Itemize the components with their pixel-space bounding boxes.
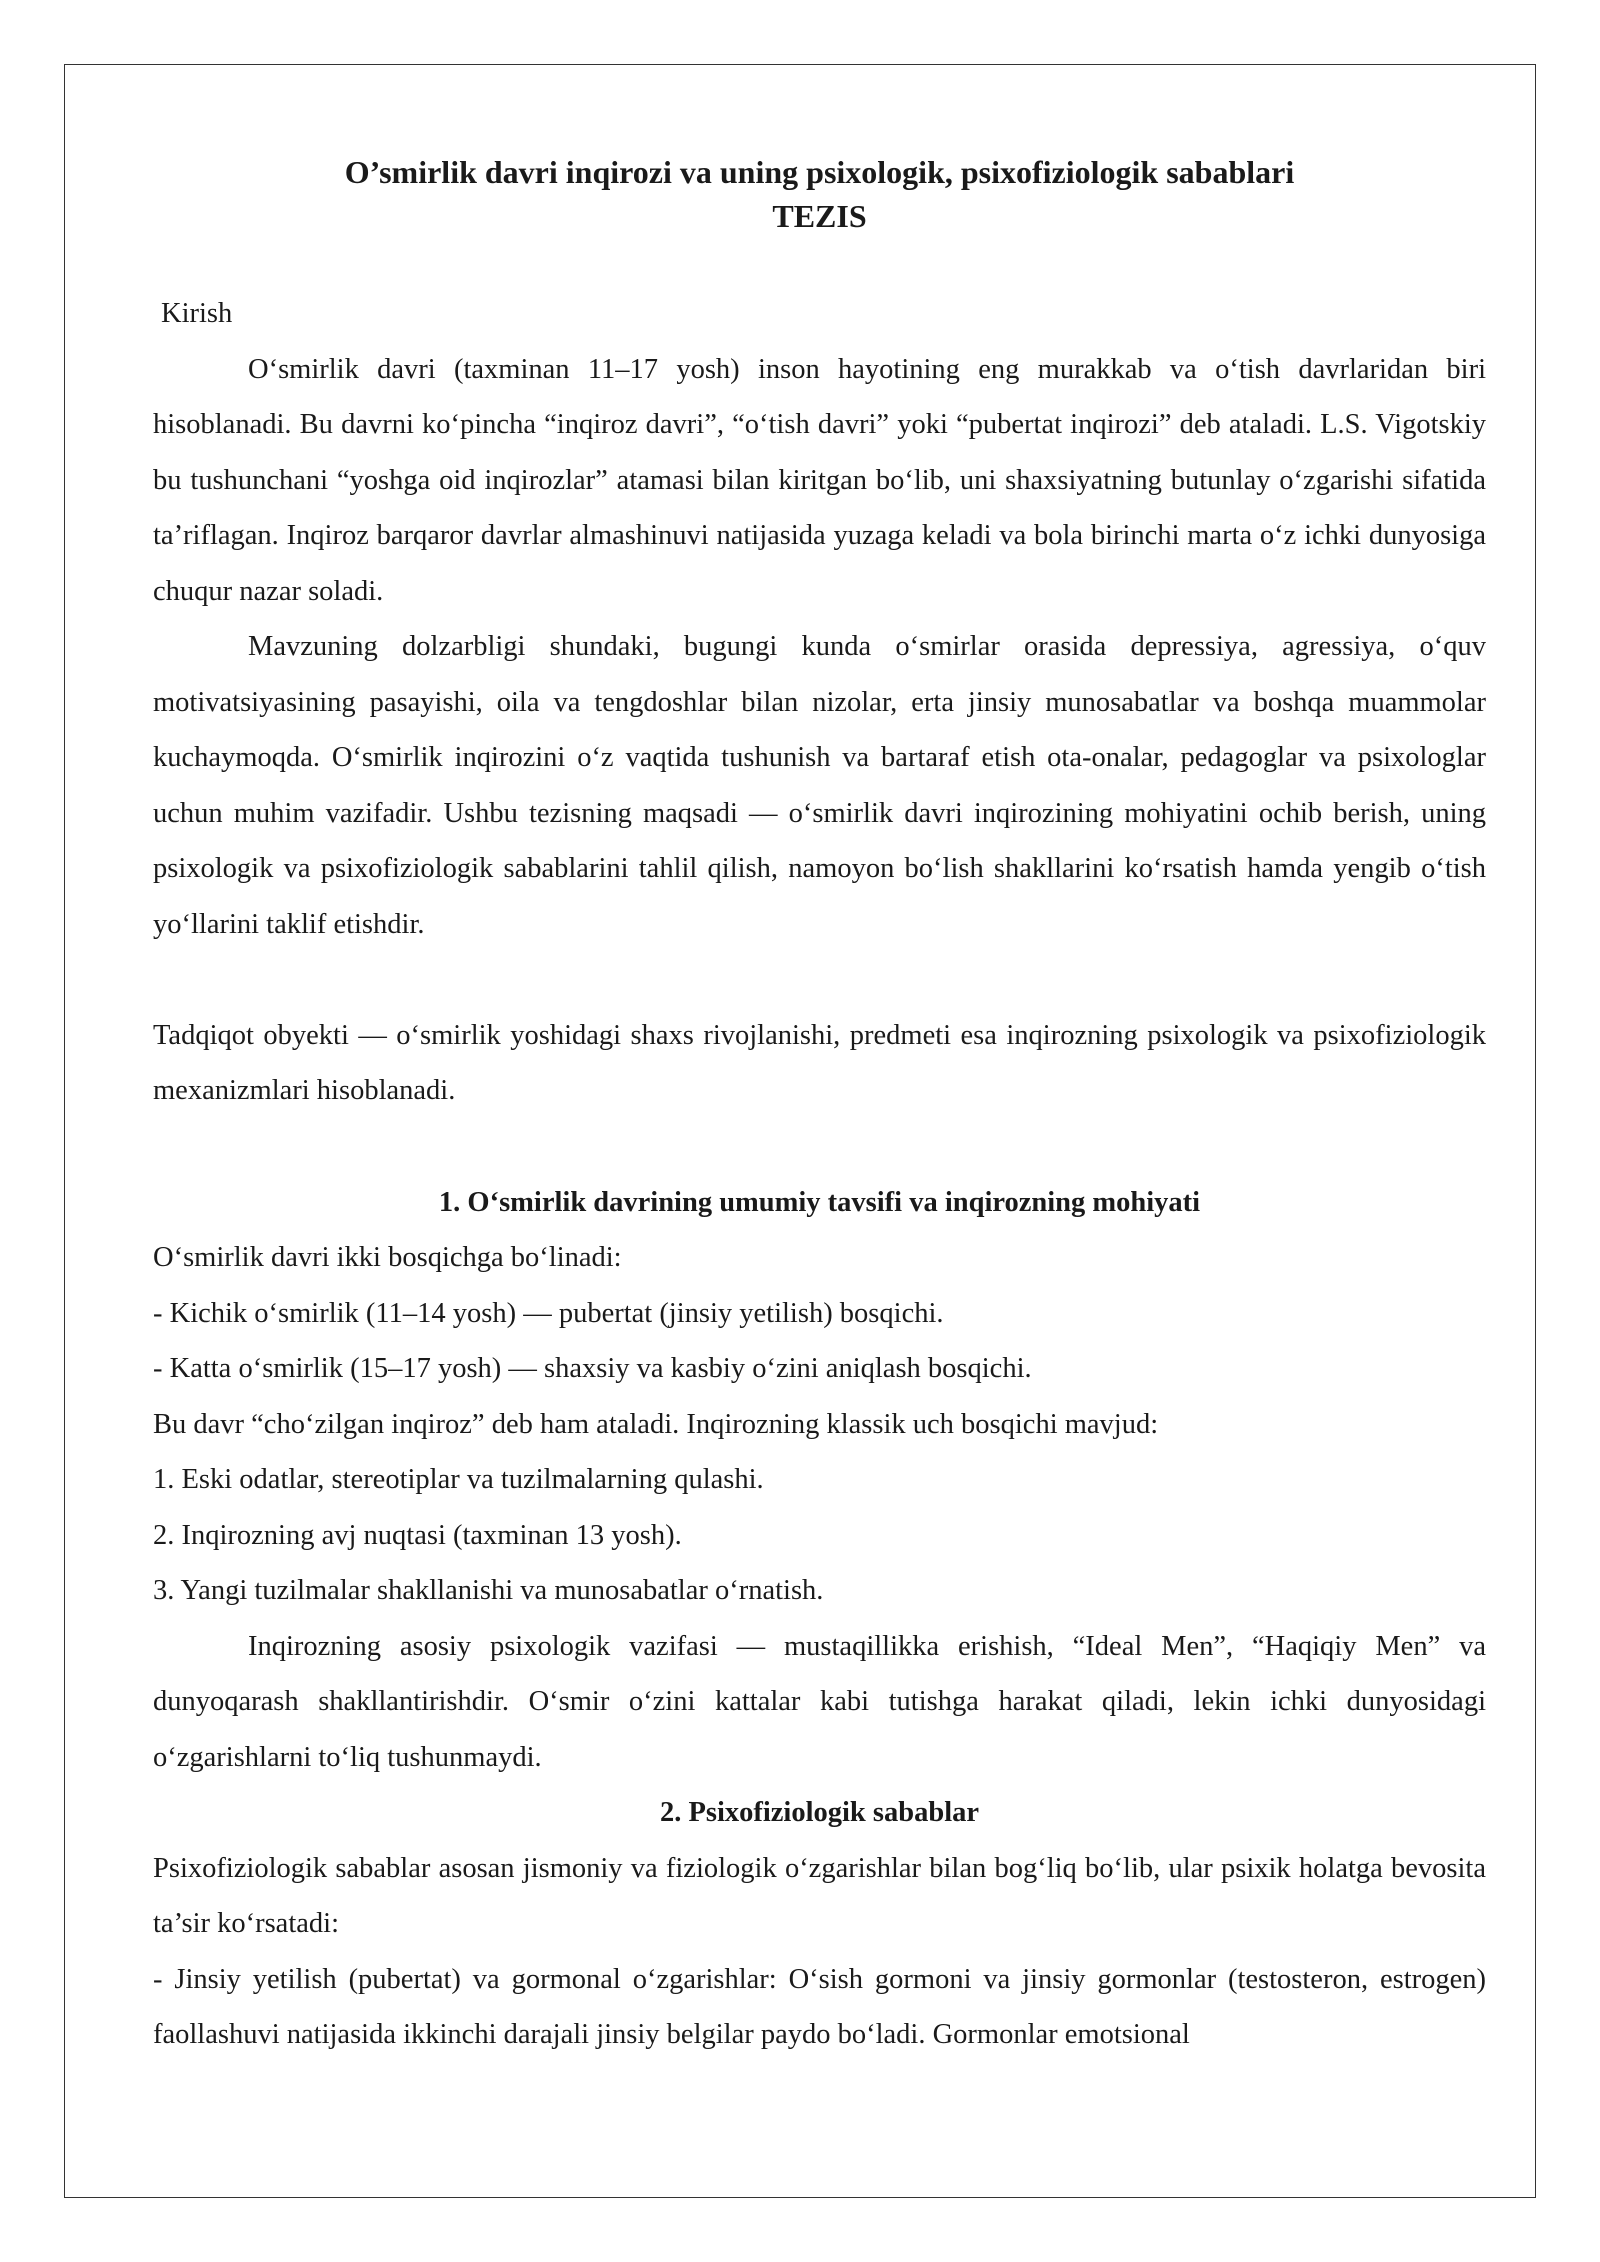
document-title: O’smirlik davri inqirozi va uning psixologik, psixofiziologik sabablari	[344, 154, 1295, 190]
section-2-heading: 2. Psixofiziologik sabablar	[659, 1797, 980, 1828]
section-1-line: 2. Inqirozning avj nuqtasi (taxminan 13 yosh).	[153, 1519, 682, 1551]
intro-paragraph-3: Tadqiqot obyekti — o‘smirlik yoshidagi shaxs rivojlanishi, predmeti esa inqirozning psixologik va psixofiziologik mexanizmlari hisoblanadi.	[153, 1019, 1486, 1106]
section-2-paragraph-1: Psixofiziologik sabablar asosan jismoniy va fiziologik o‘zgarishlar bilan bog‘liq bo‘lib, ular psixik holatga bevosita ta’sir ko‘rsatadi:	[153, 1852, 1486, 1939]
section-1-heading: 1. O‘smirlik davrining umumiy tavsifi va inqirozning mohiyati	[438, 1186, 1201, 1218]
section-1-paragraph: Inqirozning asosiy psixologik vazifasi — mustaqillikka erishish, “Ideal Men”, “Haqiqiy Men” va dunyoqarash shakllantirishdir. O‘smir o‘zini kattalar kabi tutishga harakat qiladi, lekin ichki dunyosidagi o‘zgarishlarni to‘liq tushunmaydi.	[153, 1630, 1486, 1773]
intro-paragraph-2: Mavzuning dolzarbligi shundaki, bugungi kunda o‘smirlar orasida depressiya, agressiya, o‘quv motivatsiyasining pasayishi, oila va tengdoshlar bilan nizolar, erta jinsiy munosabatlar va boshqa muammolar kuchaymoqda. O‘smirlik inqirozini o‘z vaqtida tushunish va bartaraf etish ota-onalar, pedagoglar va psixologlar uchun muhim vazifadir. Ushbu tezisning maqsadi — o‘smirlik davri inqirozining mohiyatini ochib berish, uning psixologik va psixofiziologik sabablarini tahlil qilish, namoyon bo‘lish shakllarini ko‘rsatish hamda yengib o‘tish yo‘llarini taklif etishdir.	[153, 631, 1486, 940]
section-1-line: 1. Eski odatlar, stereotiplar va tuzilmalarning qulashi.	[153, 1464, 764, 1495]
section-1-line: - Katta o‘smirlik (15–17 yosh) — shaxsiy va kasbiy o‘zini aniqlash bosqichi.	[153, 1353, 1032, 1384]
intro-paragraph-1: O‘smirlik davri (taxminan 11–17 yosh) inson hayotining eng murakkab va o‘tish davrlaridan biri hisoblanadi. Bu davrni ko‘pincha “inqiroz davri”, “o‘tish davri” yoki “pubertat inqirozi” deb ataladi. L.S. Vigotskiy bu tushunchani “yoshga oid inqirozlar” atamasi bilan kiritgan bo‘lib, uni shaxsiyatning butunlay o‘zgarishi sifatida ta’riflagan. Inqiroz barqaror davrlar almashinuvi natijasida yuzaga keladi va bola birinchi marta o‘z ichki dunyosiga chuqur nazar soladi.	[153, 353, 1486, 607]
section-1-line: 3. Yangi tuzilmalar shakllanishi va munosabatlar o‘rnatish.	[153, 1575, 824, 1606]
section-1-line: Bu davr “cho‘zilgan inqiroz” deb ham ataladi. Inqirozning klassik uch bosqichi mavjud:	[153, 1408, 1159, 1440]
section-1-line: - Kichik o‘smirlik (11–14 yosh) — pubertat (jinsiy yetilish) bosqichi.	[153, 1297, 944, 1329]
document-body	[153, 150, 1486, 2063]
intro-heading: Kirish	[161, 298, 233, 329]
document-subtitle: TEZIS	[772, 198, 867, 234]
section-2-paragraph-2: - Jinsiy yetilish (pubertat) va gormonal o‘zgarishlar: O‘sish gormoni va jinsiy gormonlar (testosteron, estrogen) faollashuvi natijasida ikkinchi darajali jinsiy belgilar paydo bo‘ladi. Gormonlar emotsional	[153, 1963, 1486, 2050]
section-1-line: O‘smirlik davri ikki bosqichga bo‘linadi:	[153, 1242, 622, 1273]
spacer	[153, 952, 1486, 1008]
spacer	[153, 1119, 1486, 1175]
